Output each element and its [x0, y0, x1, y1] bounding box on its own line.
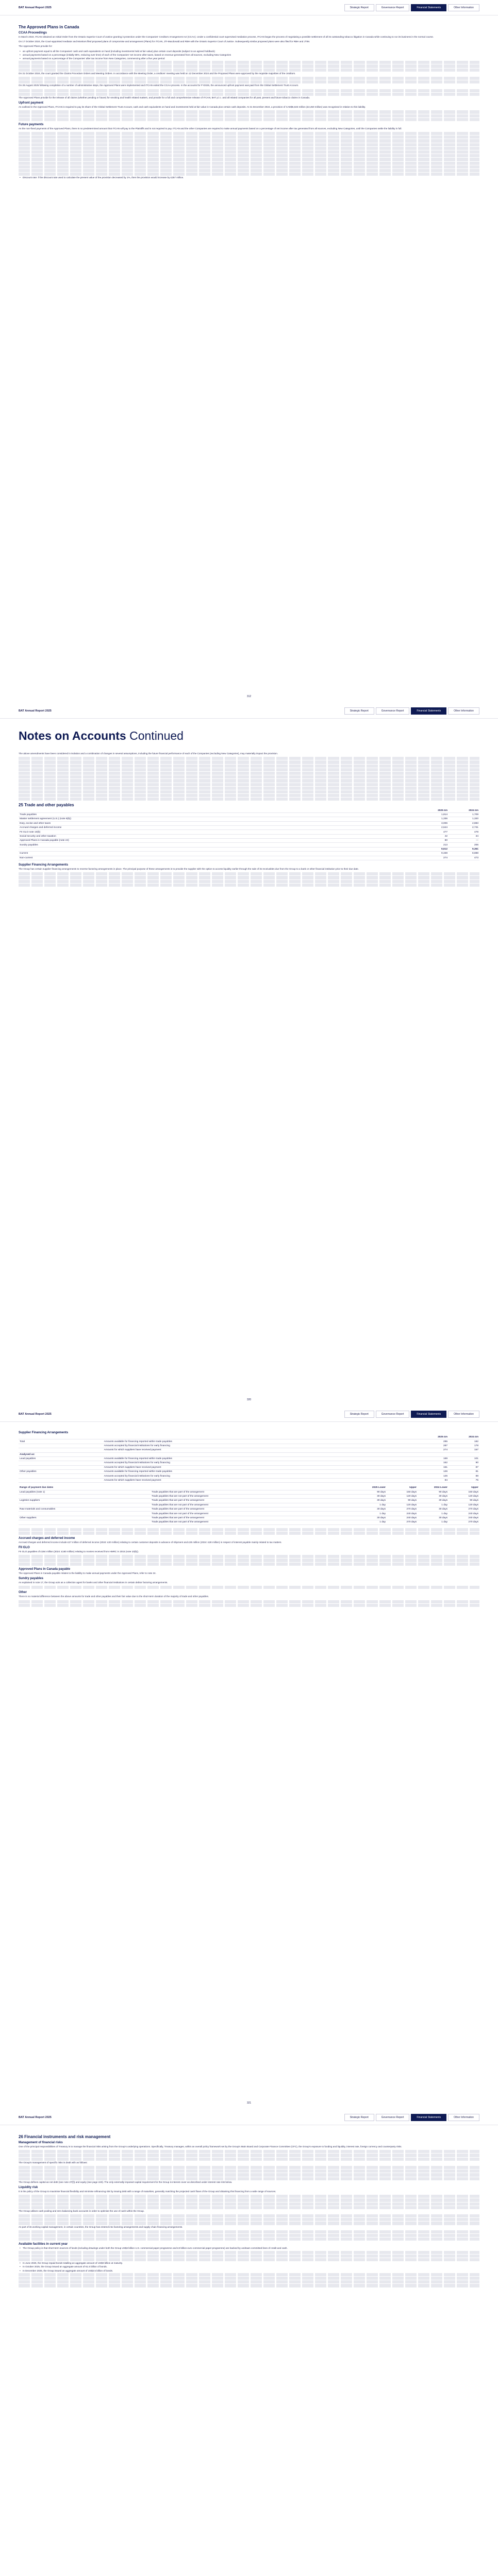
table-row: Non-current 274 473	[20, 856, 478, 859]
page-2	[0, 703, 498, 1406]
subsection-heading: Accrued charges and deferred income	[19, 1536, 75, 1540]
table-total-row: 9,612 9,361	[19, 847, 479, 851]
paragraph: FII GLO payables of £184 million (2024: £180 million) relating to monies received from HMRC in 2015 (note 10(b)).	[19, 1550, 139, 1553]
table-row: Current 9,338 8,888	[20, 852, 478, 855]
paragraph: The Approved Plans provide for:	[19, 45, 53, 48]
table-row: FII GLO note 10(b) 477 478	[20, 831, 478, 834]
tab-other-information[interactable]: Other Information	[448, 2114, 479, 2121]
table-row: Trade payables that are not part of the arrangement 1 day 270 days 1 day 270 days	[19, 1520, 479, 1524]
paragraph: The Group's management of specific risks is dealt with as follows:	[19, 2161, 88, 2164]
paragraph: In March 2019, ITCAN obtained an Initial Order from the Ontario Superior Court of Justice granting it protection under the Companies' Creditors Arrangement Act (CCAA). Under a confidential court supervised mediation process, ITCAN began the process of negotiating a possible settlement of all its outstanding tobacco litigation in Canada while continuing to run its business in the normal course.	[19, 36, 434, 38]
list-item: • The Group policy is that short-term sources of funds (including drawings under both the Group US$4 billion U.S. commercial paper programme and £3 billion euro commercial paper programme) are backed by undrawn committed lines of credit and cash.	[19, 2247, 479, 2250]
subsection-heading: Management of financial risks	[19, 2141, 63, 2144]
report-title: BAT Annual Report 2025	[19, 2115, 52, 2119]
list-item: • annual payments based on a percentage (initially 85%, reducing over time) of each of the Companies' net income after taxes, based on revenue generated from all sources, excluding New Categories	[19, 54, 479, 57]
subsection-heading: Upfront payment	[19, 101, 43, 105]
section-heading: The Approved Plans in Canada	[19, 25, 79, 29]
paragraph: The Approved Plans in Canada payable relates to the liability to make annual payments under the Approved Plans, refer to note 24.	[19, 1571, 156, 1574]
page-title	[19, 729, 479, 743]
tab-governance-report[interactable]: Governance Report	[376, 2114, 410, 2121]
page-title-main: Notes on Accounts	[19, 729, 126, 742]
subsection-heading: Approved Plans in Canada payable	[19, 1567, 71, 1571]
paragraph: The Group has certain supplier financing arrangements to reverse factoring arrangements in place. The principal purpose of these arrangements is to provide the supplier with the option to access liquidity earlier through the sale of its receivables due from the Group to a bank or other financial institution prior to their due date.	[19, 867, 359, 870]
list-item: • annual payments based on a percentage of the Companies' after tax income from New Categories, commencing after a five year period	[19, 57, 479, 60]
table-row: Amounts accepted by financial institutions for early financing 287 178	[19, 1444, 479, 1448]
subsection-heading: Other	[19, 1591, 27, 1595]
tab-financial-statements[interactable]: Financial Statements	[411, 707, 446, 715]
trade-payables-table	[19, 808, 479, 860]
table-row: Lead payables Amounts available for financing reported within trade payables 169 101	[20, 1458, 478, 1461]
table-header	[19, 808, 418, 812]
page-number: 321	[246, 2102, 252, 2105]
table-row: Approved Plans in Canada payable (note 24) 80 —	[20, 839, 478, 842]
list-item: • In October 2025, the Group issued an aggregate amount of €1.5 billion of bonds.	[19, 2265, 479, 2268]
table-row: Trade payables that are not part of the arrangement 1 day 120 days 1 day 120 days	[19, 1503, 479, 1507]
subsection-heading: Available facilities in current year	[19, 2243, 68, 2246]
list-item: • an upfront payment equal to all the Companies' cash and cash equivalents on hand (including investments held at fair value) plus certain court deposits (subject to an agreed holdback)	[19, 50, 479, 53]
subsection-heading: Supplier Financing Arrangements	[19, 863, 69, 867]
paragraph: On 28 August 2025 following completion of a number of administrative steps, the Approved Plans were implemented and ITCAN exited the CCAA process. In the accounts for FY2025, the announced upfront payment was paid from the Global Settlement Trust Account.	[19, 84, 299, 87]
sfa-table: 2025 £m 2024 £m Total Amounts available for financing reported within trade payables 295 182 Amounts accepted by financial institutions for early financing 287 178 Amounts for which suppliers have received payment 274 157 Analysed as: Lead payables Amounts available for financing reported within trade payables 169 101 Amounts accepted by financial institutions for early financing 162 90 Amounts for which suppliers have received payment 151 87 Other payables Amounts available for financing reported within trade payables 126 81 Amounts accepted by financial institutions for early financing 125 88 Amounts for which suppliers have received payment 84 75	[20, 1436, 478, 1482]
tab-strategic-report[interactable]: Strategic Report	[344, 707, 374, 715]
table-row: Total Amounts available for financing reported within trade payables 295 182	[20, 1440, 478, 1443]
tab-other-information[interactable]: Other Information	[448, 1411, 479, 1418]
table-row: Trade payables 1,814 1,709	[20, 814, 478, 817]
tab-strategic-report[interactable]: Strategic Report	[344, 4, 374, 11]
table-row: Other suppliers Trade payables that are part of the arrangement 30 days 240 days 30 days 240 days	[20, 1516, 478, 1519]
table-row: Amounts for which suppliers have received payment 84 75	[19, 1478, 479, 1482]
tab-governance-report[interactable]: Governance Report	[376, 1411, 410, 1418]
section-heading: 26 Financial instruments and risk management	[19, 2134, 111, 2139]
paragraph: Accrued charges and deferred income include £27 million of deferred income (2024: £20 million) relating to certain customer deposits in advance of shipment and £25 million (2024: £28 million) in respect of interest payable mainly related to tax matters.	[19, 1540, 282, 1544]
table-row: Amounts for which suppliers have received payment 151 87	[19, 1465, 479, 1469]
table-row: Social security and other taxation 42 34	[20, 835, 478, 838]
list-item: • In December 2025, the Group issued an aggregate amount of US$2.5 billion of bonds.	[19, 2269, 479, 2273]
table-header: 2025 £m	[418, 808, 449, 812]
paragraph: The Approved Plans provide for the release of all claims (whether pending or future) for smoking and health related matters, and provide for a full and comprehensive release of ITCAN, BAT p.l.c. and all related companies for all past, present and future tobacco claims in Canada.	[19, 96, 310, 99]
tab-strategic-report[interactable]: Strategic Report	[344, 1411, 374, 1418]
paragraph: The Group defines capital as net debt (see note 27(f)) and equity (see page 240). The only externally imposed capital requirement for the Group is interest cover as described under interest rate risk below.	[19, 2180, 233, 2183]
tab-financial-statements[interactable]: Financial Statements	[411, 1411, 446, 1418]
subsection-heading: Liquidity risk	[19, 2185, 38, 2189]
table-row: Raw materials and consumables Trade payables that are part of the arrangement 30 days 270 days 30 days 270 days	[20, 1508, 478, 1511]
paragraph: As explained in note 17, the Group acts as a collection agent for banks and other financial institutions in certain debtor factoring arrangements.	[19, 1581, 168, 1584]
page-number: 312	[246, 695, 252, 698]
section-heading: 25 Trade and other payables	[19, 803, 74, 808]
paragraph: There is no material difference between the above amounts for trade and other payables and their fair value due to the short-term duration of the majority of trade and other payables.	[19, 1595, 209, 1598]
paragraph: As part of its working capital management, in certain countries, the Group has entered into factoring arrangements and supply chain financing arrangements.	[19, 2225, 183, 2228]
table-row: Amounts accepted by financial institutions for early financing 125 88	[19, 1474, 479, 1478]
paragraph: It is the policy of the Group to maximise financial flexibility and minimise refinancing risk by issuing debt with a range of maturities, generally matching the projected cash flows of the Group and obtaining this financing from a wide range of sources.	[19, 2190, 276, 2193]
payment-range-table: Range of payment due dates 2025 Lower Upper 2024 Lower Upper Lead payables (note 1) Trade payables that are part of the arrangement 90 days 150 days 90 days 150 days Trade payables that are not part of the arrangement 30 days 120 days 30 days 120 days Logistics suppliers Trade payables that are part of the arrangement 30 days 90 days 30 days 90 days Trade payables that are not part of the arrangement 1 day 120 days 1 day 120 days Raw materials and consumables Trade payables that are part of the arrangement 30 days 270 days 30 days 270 days Trade payables that are not part of the arrangement 1 day 240 days 1 day 240 days Other suppliers Trade payables that are part of the arrangement 30 days 240 days 30 days 240 days Trade payables that are not part of the arrangement 1 day 270 days 1 day 270 days	[20, 1486, 478, 1524]
table-row: Other payables Amounts available for financing reported within trade payables 126 81	[20, 1470, 478, 1473]
tab-financial-statements[interactable]: Financial Statements	[411, 4, 446, 11]
page-title-continued: Continued	[129, 729, 184, 742]
tab-financial-statements[interactable]: Financial Statements	[411, 2114, 446, 2121]
subsection-heading: Sundry payables	[19, 1577, 44, 1581]
report-title: BAT Annual Report 2025	[19, 709, 52, 713]
tab-governance-report[interactable]: Governance Report	[376, 4, 410, 11]
paragraph: The above amendments have been considered in isolation and a combination of changes in several assumptions, including the future financial performance of each of the Companies (excluding New Categories), may materially impact the provision.	[19, 752, 278, 755]
nav-tabs	[344, 707, 479, 715]
table-row: Accrued charges and deferred income 2,644 2,731	[20, 826, 478, 829]
tab-other-information[interactable]: Other Information	[448, 707, 479, 715]
list-item: • Discount rate: if the discount rate used to calculate the present value of the provision decreased by 1%, then the provision would increase by £257 million.	[19, 176, 479, 179]
table-header: 2024 £m	[449, 808, 479, 812]
table-row: Duty, excise and other taxes 3,006 2,883	[20, 822, 478, 825]
page-1	[0, 0, 498, 703]
subsection-heading: Future payments	[19, 123, 44, 126]
page-header	[0, 2110, 498, 2125]
paragraph: The Group utilises cash pooling and zero balancing bank accounts in order to optimise the use of cash within the Group.	[19, 2209, 145, 2212]
subsection-heading: Supplier Financing Arrangements	[19, 1431, 69, 1434]
table-row: Logistics suppliers Trade payables that are part of the arrangement 30 days 90 days 30 days 90 days	[20, 1499, 478, 1502]
tab-strategic-report[interactable]: Strategic Report	[344, 2114, 374, 2121]
subsection-heading: FII GLO	[19, 1546, 30, 1550]
paragraph: As the non-fixed payments of the Approved Plans, there is no predetermined amount that ITCAN will pay to the Plaintiffs and is not required to pay. ITCAN and the other Companies are required to make annual payments based on a percentage of net income after tax generated from all sources, excluding New Categories, until the Companies settle the liability in full.	[19, 127, 402, 130]
report-title: BAT Annual Report 2025	[19, 6, 52, 9]
page-4	[0, 2110, 498, 2576]
paragraph: On 17 October 2024, the Court-appointed mediator and Monitors filed proposed plans of compromise and arrangement (Plans) for ITCAN, JTI-Macdonald and RBH with the Ontario Superior Court of Justice. Subsequently similar proposed plans were also filed for RBH and JTIM.	[19, 40, 310, 43]
nav-tabs	[344, 1411, 479, 1418]
tab-other-information[interactable]: Other Information	[448, 4, 479, 11]
table-row: Analysed as:	[19, 1452, 479, 1456]
table-row: Trade payables that are not part of the arrangement 30 days 120 days 30 days 120 days	[19, 1494, 479, 1498]
table-row: Master settlement agreement (U.S.) (note 6(b)) 1,336 1,320	[20, 818, 478, 821]
table-row: Trade payables that are not part of the arrangement 1 day 240 days 1 day 240 days	[19, 1512, 479, 1516]
nav-tabs	[344, 2114, 479, 2121]
table-row: Sundry payables 213 206	[20, 843, 478, 846]
subsection-heading: CCAA Proceedings	[19, 31, 47, 35]
page-header	[0, 0, 498, 15]
nav-tabs	[344, 4, 479, 11]
table-row: Amounts accepted by financial institutions for early financing 162 90	[19, 1461, 479, 1465]
table-row: Lead payables (note 1) Trade payables that are part of the arrangement 90 days 150 days 90 days 150 days	[20, 1490, 478, 1494]
list-item: • In June 2025, the Group repaid bonds totalling an aggregate amount of US$3 billion at maturity.	[19, 2262, 479, 2265]
page-number: 320	[246, 1398, 252, 1401]
paragraph: One of the principal responsibilities of Treasury is to manage the financial risks arising from the Group's underlying operations. Specifically, Treasury manages, within an overall policy framework set by the Group's Main Board and Corporate Finance Committee (CFC), the Group's exposure to funding and liquidity, interest rate, foreign currency and counterparty risks.	[19, 2145, 402, 2148]
page-header	[0, 703, 498, 719]
report-title: BAT Annual Report 2025	[19, 1412, 52, 1416]
paragraph: As outlined in the Approved Plans, ITCAN is required to pay its share of the Global Settlement Trust Account, cash and cash equivalents on hand and investments held at fair value in Canada plus certain cash deposits. At 31 December 2024, a provision of CAD$5,633 million (£3,450 million) was recognised in relation to this liability.	[19, 106, 366, 109]
tab-governance-report[interactable]: Governance Report	[376, 707, 410, 715]
page-header	[0, 1406, 498, 1422]
page-3	[0, 1406, 498, 2110]
paragraph: On 31 October 2024, the court granted the Claims Procedure Orders and Meeting Orders. In accordance with the Meeting Order, a creditors' meeting was held on 12 December 2024 and the Proposed Plans were approved by the requisite majorities of the creditors.	[19, 72, 296, 75]
table-row: Amounts for which suppliers have received payment 274 157	[19, 1448, 479, 1452]
